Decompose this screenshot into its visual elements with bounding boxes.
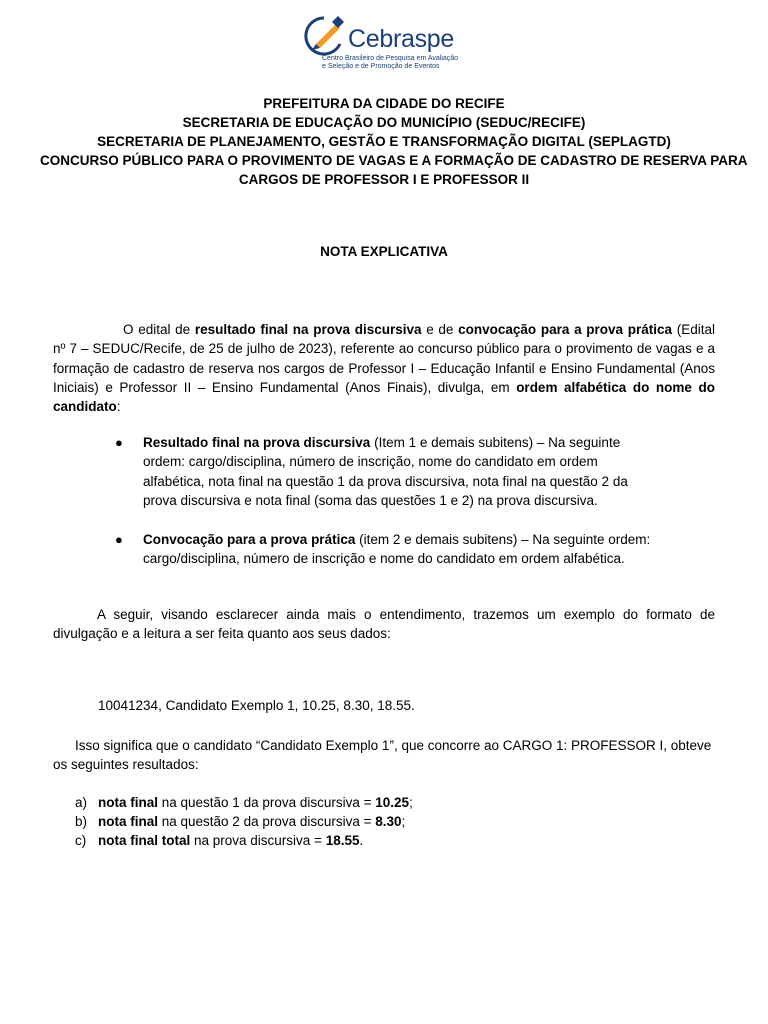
document-header [40, 94, 748, 189]
header-line-1: PREFEITURA DA CIDADE DO RECIFE [263, 96, 505, 111]
header-line-5: CARGOS DE PROFESSOR I E PROFESSOR II [238, 172, 530, 187]
bullet-item: ● Resultado final na prova discursiva (Item 1 e demais subitens) – Na seguinte ordem: cargo/disciplina, número de inscrição, nome do candidato em ordem alfabética, nota final na questão 1 da prova discursiva, nota final na questão 2 da prova discursiva e nota final (soma das questões 1 e 2) na prova discursiva. [115, 435, 628, 508]
result-item: b) nota final na questão 2 da prova discursiva = 8.30; [75, 814, 406, 829]
cebraspe-logo [302, 12, 472, 72]
logo-subtitle: Centro Brasileiro de Pesquisa em Avaliação e Seleção e de Promoção de Eventos [322, 55, 459, 70]
meaning-paragraph: Isso significa que o candidato “Candidato Exemplo 1”, que concorre ao CARGO 1: PROFESSOR I, obteve os seguintes resultados: [53, 738, 712, 773]
explain-paragraph: A seguir, visando esclarecer ainda mais o entendimento, trazemos um exemplo do formato de divulgação e a leitura a ser feita quanto aos seus dados: [53, 607, 715, 642]
header-line-2: SECRETARIA DE EDUCAÇÃO DO MUNICÍPIO (SEDUC/RECIFE) [182, 115, 586, 130]
header-line-4: CONCURSO PÚBLICO PARA O PROVIMENTO DE VAGAS E A FORMAÇÃO DE CADASTRO DE RESERVA PARA [40, 153, 748, 168]
cebraspe-emblem-icon [302, 14, 346, 58]
page-title: NOTA EXPLICATIVA [320, 244, 448, 259]
header-line-3: SECRETARIA DE PLANEJAMENTO, GESTÃO E TRANSFORMAÇÃO DIGITAL (SEPLAGTD) [97, 134, 671, 149]
logo-name: Cebraspe [348, 25, 454, 53]
bullet-icon: ● [115, 435, 123, 450]
example-line: 10041234, Candidato Exemplo 1, 10.25, 8.30, 18.55. [98, 698, 415, 713]
bullet-item: ● Convocação para a prova prática (item 2 e demais subitens) – Na seguinte ordem: cargo/disciplina, número de inscrição e nome do candidato em ordem alfabética. [115, 532, 651, 567]
bullet-icon: ● [115, 532, 123, 547]
intro-paragraph: O edital de resultado final na prova discursiva e de convocação para a prova prática (Edital nº 7 – SEDUC/Recife, de 25 de julho de 2023), referente ao concurso público para o provimento de vagas e a formação de cadastro de reserva nos cargos de Professor I – Educação Infantil e Ensino Fundamental (Anos Iniciais) e Professor II – Ensino Fundamental (Anos Finais), divulga, em ordem alfabética do nome do candidato: [53, 322, 715, 415]
result-item: a) nota final na questão 1 da prova discursiva = 10.25; [75, 795, 413, 810]
result-item: c) nota final total na prova discursiva = 18.55. [75, 833, 364, 848]
